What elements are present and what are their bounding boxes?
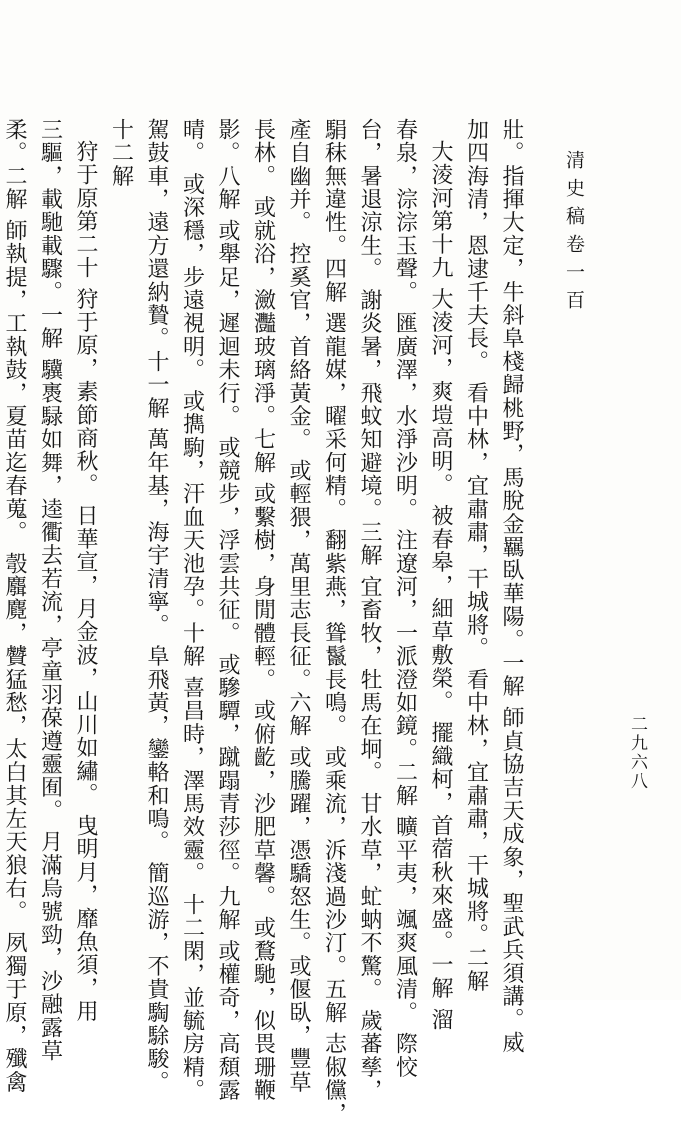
text-column: 十二解: [108, 118, 134, 188]
text-column: 春泉，淙淙玉聲。 匯廣澤，水淨沙明。 注遼河，一派澄如鏡。二解 曠平夷，颯爽風清。 際恔: [392, 118, 418, 1079]
text-column: 駽秣無違性。四解 選龍媒，曜采何精。 翻紫燕，聳鬣長鳴。 或乘流，泝淺過沙汀。五解 志俶儻，: [321, 118, 347, 1125]
text-column: 壯。指揮大定，牛斜阜棧歸桃野，馬脫金羈臥華陽。一解 師貞協吉天成象，聖武兵須講。威: [499, 118, 524, 1055]
text-column: 大淩河第十九 大淩河，爽塏高明。 被春皋，細草敷榮。 擺織柯，首蓿秋來盛。一解 溜: [428, 140, 453, 1032]
text-column: 三驅，載馳載驟。一解 驥褭騄如舞，逵衢去若流，亭童羽葆遵靈囿。 月滿烏號勁，沙融露草: [37, 118, 63, 1063]
page-number: 二九六八: [627, 715, 647, 791]
running-head: 清史稿卷一百: [563, 150, 585, 318]
text-column: 加四海清，恩逮千夫長。 看中林，宜肅肅，干城將。 看中林，宜肅肅，干城將。二解: [463, 118, 489, 993]
text-column: 晴。 或深穩，步遠視明。 或擕駒，汗血天池孕。十解 喜昌時，澤馬效靈。 十二閑，並毓房精。: [179, 118, 205, 1102]
main-text: [2, 118, 529, 1125]
text-column: 影。八解 或舉足，遲迴未行。 或競步，浮雲共征。 或驂驔，蹴蹋青莎徑。九解 或權奇，高頹露: [215, 118, 240, 1102]
text-column: 駕鼓車，遠方還納贄。十一解 萬年基，海宇清寧。 阜飛黃，鑾輅和鳴。 簡巡游，不貴騊駼駿。: [144, 118, 169, 1094]
text-column: 狩于原第二十 狩于原，素節商秋。 日華宣，月金波，山川如繡。 曳明月，靡魚須，用: [73, 140, 98, 1023]
text-column: 產自幽并。 控奚官，首絡黃金。 或輕猥，萬里志長征。六解 或騰躍，憑驕怒生。或偃臥，豐草: [286, 118, 311, 1094]
text-column: 柔。二解 師執提，工執鼓，夏苗迄春蒐。 彀麛麑，贙猛愁，太白其左天狼右。 夙獨于原，殲禽: [2, 118, 27, 1094]
text-column: 台，暑退涼生。 謝炎暑，飛蚊知避境。三解 宜畜牧，牡馬在坰。 甘水草，虻蚋不驚。 歲蕃孳，: [357, 118, 382, 1102]
text-column: 長林。 或就浴，瀲灩玻璃淨。七解 或繫樹，身閒體輕。 或俯齕，沙肥草馨。 或鶩馳，似畏珊鞭: [250, 118, 276, 1102]
